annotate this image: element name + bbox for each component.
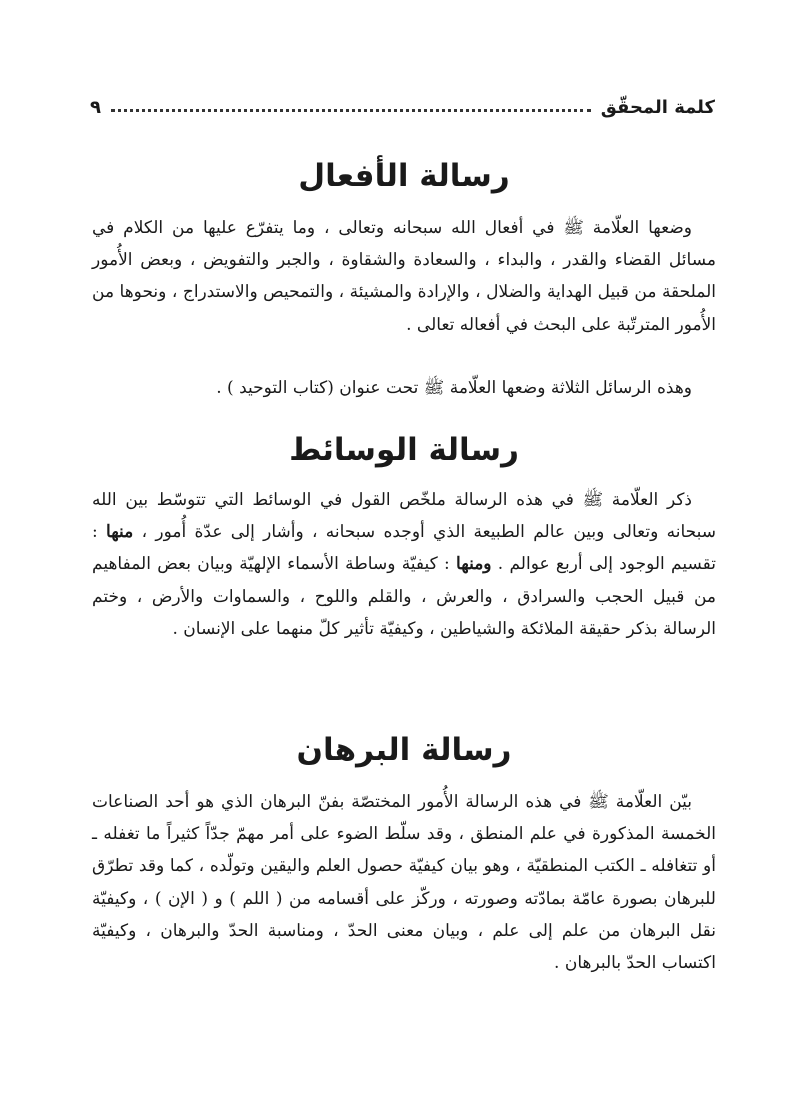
section-heading-afaal: رسالة الأفعال	[298, 158, 510, 194]
section-heading-burhan: رسالة البرهان	[296, 732, 512, 768]
paragraph-wasait-text-2: : تقسيم الوجود إلى أربع عوالم .	[92, 522, 716, 575]
dot-leader	[111, 108, 591, 112]
paragraph-afaal-1: وضعها العلّامة ﷺ في أفعال الله سبحانه وتعالى ، وما يتفرّع عليها من الكلام في مسائل القضاء والقدر ، والبداء ، والسعادة والشقاوة ، والجبر والتفويض ، وبعض الأُمور الملحقة من قبيل الهداية والضلال ، والإرادة والمشيئة ، والتمحيص والاستدراج ، ونحوها من الأُمور المترتّبة على البحث في أفعاله تعالى .	[92, 218, 716, 335]
running-title: كلمة المحقّق	[600, 97, 715, 118]
running-header	[90, 86, 715, 118]
paragraph-burhan: بيّن العلّامة ﷺ في هذه الرسالة الأُمور المختصّة بفنّ البرهان الذي هو أحد الصناعات الخمسة المذكورة في علم المنطق ، وقد سلّط الضوء على أمر مهمّ جدّاً كثيراً ما تغفله ـ أو تتغافله ـ الكتب المنطقيّة ، وهو بيان كيفيّة حصول العلم واليقين وتولّده ، كما وقد تطرّق للبرهان بصورة عامّة بمادّته وصورته ، وركّز على أقسامه من ( اللم ) و ( الإن ) ، وكيفيّة نقل البرهان من علم إلى علم ، وبيان معنى الحدّ ، ومناسبة الحدّ والبرهان ، وكيفيّة اكتساب الحدّ بالبرهان .	[92, 792, 716, 974]
paragraph-wasait-text-3: : كيفيّة وساطة الأسماء الإلهيّة وبيان بعض المفاهيم من قبيل الحجب والسرادق ، والعرش ، والقلم واللوح ، والسماوات والأرض ، وختم الرسالة بذكر حقيقة الملائكة والشياطين ، وكيفيّة تأثير كلّ منهما على الإنسان .	[92, 554, 716, 639]
paragraph-wasait-text-1: ذكر العلّامة ﷺ في هذه الرسالة ملخّص القول في الوسائط التي تتوسّط بين الله سبحانه وتعالى وبين عالم الطبيعة الذي أوجده سبحانه ، وأشار إلى عدّة أُمور ،	[92, 490, 716, 543]
section-heading-wasait: رسالة الوسائط	[289, 432, 519, 468]
paragraph-afaal-2: وهذه الرسائل الثلاثة وضعها العلّامة ﷺ تحت عنوان (كتاب التوحيد ) .	[216, 378, 692, 398]
page-number: ٩	[90, 97, 101, 118]
bold-term-minha: منها	[106, 522, 134, 543]
bold-term-waminha: ومنها	[456, 554, 492, 575]
paragraph-wasait	[92, 484, 716, 645]
